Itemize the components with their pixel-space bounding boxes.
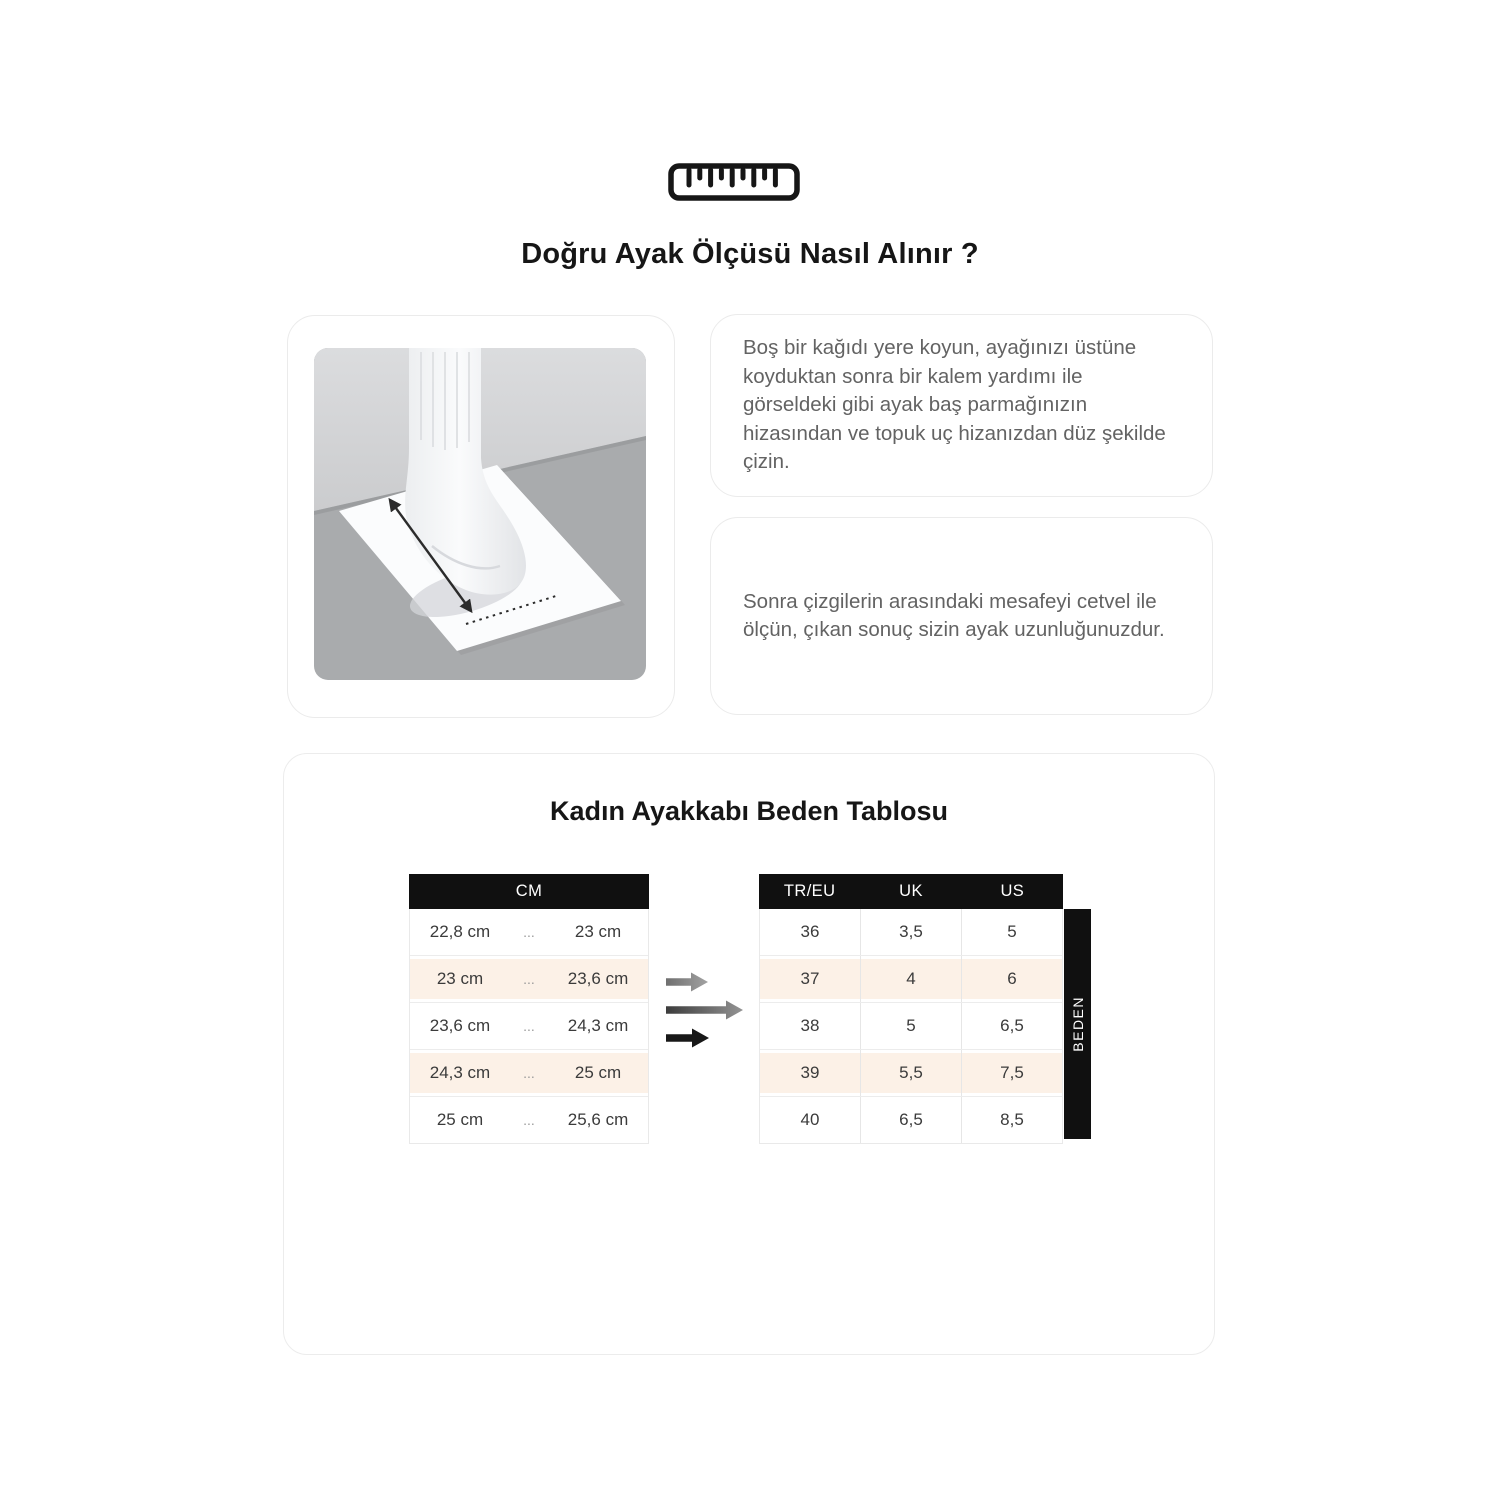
cm-min: 23,6 cm [429,1016,491,1035]
cm-max: 23 cm [574,922,622,941]
table-row [410,1097,648,1143]
instruction-text-1: Boş bir kağıdı yere koyun, ayağınızı üstüne koyduktan sonra bir kalem yardımı ile görseldeki gibi ayak baş parmağınızın hizasından ve topuk uç hizanızdan düz şekilde çizin. [743,336,1166,474]
instruction-card-1 [710,314,1213,497]
size-uk: 4 [860,956,961,1002]
cm-table [409,874,649,1144]
range-separator: ... [523,971,535,987]
table-row [410,1050,648,1097]
table-row [760,956,1062,1003]
measurement-photo-card [287,315,675,718]
range-separator: ... [523,1018,535,1034]
size-us: 5 [961,909,1062,955]
range-separator: ... [523,1112,535,1128]
page-title: Doğru Ayak Ölçüsü Nasıl Alınır ? [521,238,979,270]
range-separator: ... [523,924,535,940]
cm-max: 25,6 cm [567,1110,629,1129]
size-chart-card [283,753,1215,1355]
table-row [760,1097,1062,1143]
size-conversion-table [759,874,1063,1144]
size-us: 7,5 [961,1050,1062,1096]
cm-min: 24,3 cm [429,1063,491,1082]
table-row [410,956,648,1003]
size-tr-eu: 40 [800,1110,820,1129]
cm-table-header: CM [409,874,649,909]
table-row [760,909,1062,956]
foot-measurement-photo [314,348,646,680]
ruler-icon [667,161,801,203]
size-chart-title: Kadın Ayakkabı Beden Tablosu [549,796,949,826]
size-tr-eu: 39 [800,1063,820,1082]
header-uk: UK [899,882,923,900]
size-uk: 5 [860,1003,961,1049]
size-us: 8,5 [961,1097,1062,1143]
cm-min: 23 cm [436,969,484,988]
cm-min: 22,8 cm [429,922,491,941]
table-row [760,1050,1062,1097]
beden-label-text: BEDEN [1069,996,1086,1052]
size-us: 6 [961,956,1062,1002]
cm-max: 23,6 cm [567,969,629,988]
size-tr-eu: 37 [800,969,820,988]
cm-max: 25 cm [574,1063,622,1082]
size-tr-eu: 36 [800,922,820,941]
cm-max: 24,3 cm [567,1016,629,1035]
cm-min: 25 cm [436,1110,484,1129]
size-tr-eu: 38 [800,1016,820,1035]
table-row [760,1003,1062,1050]
size-uk: 3,5 [860,909,961,955]
instruction-card-2 [710,517,1213,715]
table-row [410,909,648,956]
size-us: 6,5 [961,1003,1062,1049]
conversion-arrows-icon [666,966,744,1054]
size-uk: 6,5 [860,1097,961,1143]
table-row [410,1003,648,1050]
header-tr-eu: TR/EU [783,882,836,900]
header-us: US [1000,882,1025,900]
size-uk: 5,5 [860,1050,961,1096]
range-separator: ... [523,1065,535,1081]
instruction-text-2: Sonra çizgilerin arasındaki mesafeyi cetvel ile ölçün, çıkan sonuç sizin ayak uzunluğunuzdur. [743,589,1165,641]
size-table-header [759,874,1063,909]
beden-side-label [1064,909,1091,1139]
